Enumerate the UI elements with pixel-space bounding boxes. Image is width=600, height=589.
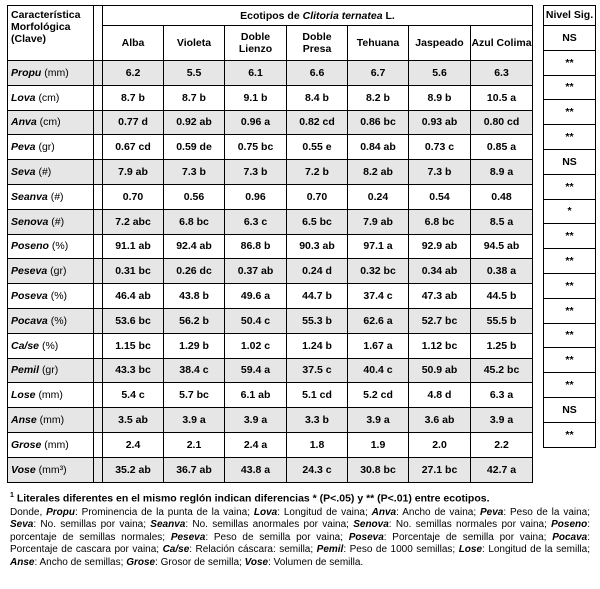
value-cell: 0.37 ab [225, 259, 287, 284]
value-cell: 8.7 b [103, 85, 164, 110]
trait-unit: (gr) [50, 265, 67, 278]
value-cell: 6.3 a [471, 383, 533, 408]
value-cell: 1.25 b [471, 333, 533, 358]
trait-unit: (mm) [44, 66, 69, 79]
value-cell: 5.6 [409, 61, 471, 86]
value-cell: 0.59 de [164, 135, 225, 160]
value-cell: 6.3 [471, 61, 533, 86]
value-cell: 44.7 b [287, 284, 348, 309]
table-row [8, 259, 533, 284]
trait-abbreviation: Anse [11, 414, 37, 427]
value-cell: 59.4 a [225, 358, 287, 383]
legend-abbreviation: Poseno [551, 519, 588, 531]
legend-description: Volumen de semilla. [273, 556, 364, 568]
value-cell: 0.31 bc [103, 259, 164, 284]
value-cell: 42.7 a [471, 457, 533, 482]
value-cell: 3.5 ab [103, 408, 164, 433]
trait-abbreviation: Pocava [11, 314, 48, 327]
value-cell: 2.0 [409, 432, 471, 457]
value-cell: 0.26 dc [164, 259, 225, 284]
legend-description: Ancho de semillas [39, 556, 121, 568]
trait-cell [8, 85, 94, 110]
value-cell: 1.15 bc [103, 333, 164, 358]
legend-abbreviation: Peseva [170, 531, 206, 543]
value-cell: 6.8 bc [409, 209, 471, 234]
value-cell: 46.4 ab [103, 284, 164, 309]
value-cell: 55.3 b [287, 308, 348, 333]
legend-abbreviation: Lose [458, 544, 483, 556]
legend-abbreviation: Senova [353, 519, 389, 531]
trait-cell [8, 234, 94, 259]
trait-abbreviation: Vose [11, 463, 36, 476]
trait-cell [8, 160, 94, 185]
table-row [8, 110, 533, 135]
value-cell: 0.48 [471, 184, 533, 209]
value-cell: 62.6 a [348, 308, 409, 333]
value-cell: 0.70 [287, 184, 348, 209]
table-row [8, 457, 533, 482]
legend-description: porcentaje de semillas normales [10, 531, 163, 543]
trait-cell [8, 308, 94, 333]
value-cell: 43.8 b [164, 284, 225, 309]
table-row [8, 383, 533, 408]
ecotype-header: Tehuana [348, 26, 409, 61]
value-cell: 91.1 ab [103, 234, 164, 259]
value-cell: 5.4 c [103, 383, 164, 408]
column-gap [94, 432, 103, 457]
value-cell: 44.5 b [471, 284, 533, 309]
value-cell: 35.2 ab [103, 457, 164, 482]
legend-description: No. semillas anormales por vaina [192, 519, 347, 531]
trait-unit: (mm) [38, 389, 63, 402]
column-gap [94, 110, 103, 135]
significance-cell: NS [544, 26, 596, 51]
table-row [8, 284, 533, 309]
column-gap [94, 184, 103, 209]
table-row [8, 85, 533, 110]
trait-abbreviation: Anva [11, 116, 37, 129]
value-cell: 7.3 b [164, 160, 225, 185]
significance-cell: NS [544, 149, 596, 174]
column-gap [94, 61, 103, 86]
value-cell: 8.7 b [164, 85, 225, 110]
significance-table [543, 5, 596, 448]
value-cell: 24.3 c [287, 457, 348, 482]
significance-cell: ** [544, 224, 596, 249]
significance-cell: * [544, 199, 596, 224]
trait-cell [8, 457, 94, 482]
trait-cell [8, 184, 94, 209]
legend-abbreviation: Pemil [316, 544, 344, 556]
value-cell: 56.2 b [164, 308, 225, 333]
trait-abbreviation: Lose [11, 389, 36, 402]
legend-abbreviation: Poseva [348, 531, 384, 543]
value-cell: 8.9 a [471, 160, 533, 185]
trait-abbreviation: Seva [11, 166, 36, 179]
column-gap [94, 234, 103, 259]
ecotype-header: Azul Colima [471, 26, 533, 61]
trait-cell [8, 383, 94, 408]
value-cell: 3.9 a [348, 408, 409, 433]
legend-abbreviation: Anse [10, 556, 35, 568]
value-cell: 5.1 cd [287, 383, 348, 408]
legend-description: Ancho de vaina [402, 507, 474, 518]
trait-unit: (%) [50, 314, 68, 327]
trait-cell [8, 358, 94, 383]
significance-cell: ** [544, 100, 596, 125]
value-cell: 1.9 [348, 432, 409, 457]
value-cell: 0.24 d [287, 259, 348, 284]
value-cell: 50.4 c [225, 308, 287, 333]
column-gap [94, 135, 103, 160]
significance-cell: ** [544, 75, 596, 100]
value-cell: 7.2 abc [103, 209, 164, 234]
value-cell: 6.6 [287, 61, 348, 86]
legend-description: Porcentaje de semilla por vaina [392, 531, 544, 543]
value-cell: 5.7 bc [164, 383, 225, 408]
value-cell: 7.9 ab [103, 160, 164, 185]
value-cell: 47.3 ab [409, 284, 471, 309]
value-cell: 0.38 a [471, 259, 533, 284]
value-cell: 1.67 a [348, 333, 409, 358]
trait-abbreviation: Grose [11, 438, 42, 451]
value-cell: 40.4 c [348, 358, 409, 383]
value-cell: 0.96 [225, 184, 287, 209]
significance-cell: ** [544, 50, 596, 75]
column-gap [94, 160, 103, 185]
table-row [8, 61, 533, 86]
trait-cell [8, 259, 94, 284]
value-cell: 43.8 a [225, 457, 287, 482]
value-cell: 0.55 e [287, 135, 348, 160]
group-prefix: Ecotipos de [240, 9, 300, 22]
value-cell: 0.77 d [103, 110, 164, 135]
value-cell: 0.85 a [471, 135, 533, 160]
legend-description: Peso de semilla por vaina [213, 531, 341, 543]
value-cell: 5.2 cd [348, 383, 409, 408]
value-cell: 2.2 [471, 432, 533, 457]
legend-abbreviation: Vose [244, 556, 269, 568]
trait-abbreviation: Ca/se [11, 339, 40, 352]
value-cell: 0.75 bc [225, 135, 287, 160]
species-name: Clitoria ternatea [302, 9, 383, 22]
value-cell: 8.9 b [409, 85, 471, 110]
value-cell: 49.6 a [225, 284, 287, 309]
significance-cell: ** [544, 125, 596, 150]
trait-unit: (mm³) [38, 463, 67, 476]
value-cell: 27.1 bc [409, 457, 471, 482]
significance-cell: ** [544, 323, 596, 348]
trait-cell [8, 284, 94, 309]
value-cell: 0.80 cd [471, 110, 533, 135]
trait-abbreviation: Poseva [11, 290, 48, 303]
value-cell: 0.54 [409, 184, 471, 209]
value-cell: 3.6 ab [409, 408, 471, 433]
legend-description: No. semillas normales por vaina [395, 519, 545, 531]
ecotype-header: Alba [103, 26, 164, 61]
value-cell: 3.9 a [225, 408, 287, 433]
value-cell: 6.5 bc [287, 209, 348, 234]
value-cell: 8.2 ab [348, 160, 409, 185]
value-cell: 4.8 d [409, 383, 471, 408]
trait-abbreviation: Peva [11, 141, 36, 154]
significance-cell: ** [544, 273, 596, 298]
value-cell: 92.4 ab [164, 234, 225, 259]
legend-abbreviation: Grose [126, 556, 156, 568]
legend-abbreviation: Propu [46, 507, 76, 518]
legend-abbreviation: Anva [371, 507, 397, 518]
footnote-marker: 1 [10, 492, 14, 499]
value-cell: 8.2 b [348, 85, 409, 110]
value-cell: 30.8 bc [348, 457, 409, 482]
significance-cell: ** [544, 422, 596, 447]
value-cell: 0.73 c [409, 135, 471, 160]
ecotype-header: Jaspeado [409, 26, 471, 61]
legend-description: Peso de 1000 semillas [349, 544, 453, 556]
trait-abbreviation: Pemil [11, 364, 40, 377]
trait-unit: (#) [38, 166, 52, 179]
ecotypes-group-header [103, 6, 533, 26]
value-cell: 0.56 [164, 184, 225, 209]
value-cell: 90.3 ab [287, 234, 348, 259]
significance-cell: ** [544, 249, 596, 274]
footnote-text: Literales diferentes en el mismo reglón indican diferencias * (P<.05) y ** (P<.01) entre ecotipos. [16, 492, 490, 505]
ecotype-header: Doble Presa [287, 26, 348, 61]
value-cell: 0.92 ab [164, 110, 225, 135]
table-row [8, 209, 533, 234]
value-cell: 6.2 [103, 61, 164, 86]
value-cell: 43.3 bc [103, 358, 164, 383]
column-gap [94, 383, 103, 408]
legend-description: Grosor de semilla [160, 556, 240, 568]
value-cell: 0.93 ab [409, 110, 471, 135]
trait-unit: (mm) [44, 438, 69, 451]
table-row [8, 358, 533, 383]
value-cell: 86.8 b [225, 234, 287, 259]
value-cell: 94.5 ab [471, 234, 533, 259]
trait-cell [8, 333, 94, 358]
significance-cell: ** [544, 373, 596, 398]
significance-cell: NS [544, 397, 596, 422]
value-cell: 7.2 b [287, 160, 348, 185]
legend-description: Relación cáscara: semilla [195, 544, 311, 556]
value-cell: 37.5 c [287, 358, 348, 383]
value-cell: 2.1 [164, 432, 225, 457]
column-gap [94, 259, 103, 284]
value-cell: 0.24 [348, 184, 409, 209]
table-row [8, 432, 533, 457]
value-cell: 36.7 ab [164, 457, 225, 482]
value-cell: 10.5 a [471, 85, 533, 110]
ecotype-header: Doble Lienzo [225, 26, 287, 61]
legend-abbreviation: Pocava [552, 531, 588, 543]
legend-description: Longitud de la semilla [488, 544, 588, 556]
legend-description: Prominencia de la punta de la vaina [81, 507, 248, 518]
table-row [8, 160, 533, 185]
value-cell: 6.1 ab [225, 383, 287, 408]
value-cell: 0.86 bc [348, 110, 409, 135]
group-suffix: L. [385, 9, 395, 22]
value-cell: 3.3 b [287, 408, 348, 433]
legend-abbreviation: Seanva [150, 519, 186, 531]
value-cell: 1.12 bc [409, 333, 471, 358]
trait-unit: (cm) [38, 91, 60, 104]
trait-cell [8, 61, 94, 86]
legend-abbreviation: Ca/se [162, 544, 190, 556]
column-gap [94, 358, 103, 383]
value-cell: 1.29 b [164, 333, 225, 358]
value-cell: 50.9 ab [409, 358, 471, 383]
value-cell: 1.02 c [225, 333, 287, 358]
value-cell: 9.1 b [225, 85, 287, 110]
value-cell: 6.7 [348, 61, 409, 86]
value-cell: 0.82 cd [287, 110, 348, 135]
value-cell: 52.7 bc [409, 308, 471, 333]
trait-unit: (gr) [38, 141, 55, 154]
abbreviation-legend: Donde, Propu: Prominencia de la punta de la vaina; Lova: Longitud de vaina; Anva: Ancho de vaina; Peva: Peso de la vaina; Seva: No. semillas por vaina; Seanva: No. semillas anormales por vaina; Senova: No. semillas normales por vaina; Poseno: porcentaje de semillas normales; Peseva: Peso de semilla por vaina; Poseva: Porcentaje de semilla por vaina; Pocava: Porcentaje de cascara por vaina; Ca/se: Relación cáscara: semilla; Pemil: Peso de 1000 semillas; Lose: Longitud de la semilla; Anse: Ancho de semillas; Grose: Grosor de semilla; Vose: Volumen de semilla. [10, 507, 591, 568]
value-cell: 2.4 [103, 432, 164, 457]
value-cell: 97.1 a [348, 234, 409, 259]
value-cell: 45.2 bc [471, 358, 533, 383]
value-cell: 6.3 c [225, 209, 287, 234]
value-cell: 7.9 ab [348, 209, 409, 234]
legend-description: No. semillas por vaina [40, 519, 144, 531]
value-cell: 38.4 c [164, 358, 225, 383]
results-table [7, 5, 533, 483]
legend-lead: Donde, [10, 507, 43, 518]
legend-abbreviation: Seva [10, 519, 34, 531]
trait-unit: (gr) [41, 364, 59, 377]
trait-unit: (#) [51, 215, 65, 228]
value-cell: 0.84 ab [348, 135, 409, 160]
value-cell: 3.9 a [164, 408, 225, 433]
table-row [8, 135, 533, 160]
value-cell: 92.9 ab [409, 234, 471, 259]
value-cell: 0.96 a [225, 110, 287, 135]
trait-abbreviation: Propu [11, 66, 42, 79]
value-cell: 7.3 b [409, 160, 471, 185]
trait-cell [8, 408, 94, 433]
value-cell: 0.34 ab [409, 259, 471, 284]
trait-unit: (#) [50, 190, 64, 203]
trait-abbreviation: Senova [11, 215, 49, 228]
value-cell: 6.1 [225, 61, 287, 86]
value-cell: 3.9 a [471, 408, 533, 433]
significance-cell: ** [544, 174, 596, 199]
column-gap [94, 333, 103, 358]
legend-abbreviation: Peva [480, 507, 504, 518]
value-cell: 0.32 bc [348, 259, 409, 284]
table-row [8, 184, 533, 209]
column-gap [94, 6, 103, 61]
trait-unit: (mm) [39, 414, 65, 427]
column-gap [94, 408, 103, 433]
significance-cell: ** [544, 298, 596, 323]
trait-unit: (cm) [39, 116, 61, 129]
value-cell: 0.67 cd [103, 135, 164, 160]
value-cell: 37.4 c [348, 284, 409, 309]
characteristic-column-header: Característica Morfológica (Clave) [8, 6, 94, 61]
trait-abbreviation: Peseva [11, 265, 48, 278]
significance-column-header: Nivel Sig. [544, 6, 596, 26]
trait-unit: (%) [50, 290, 68, 303]
legend-description: Longitud de vaina [283, 507, 365, 518]
column-gap [94, 209, 103, 234]
footnote [10, 489, 590, 506]
table-row [8, 333, 533, 358]
value-cell: 7.3 b [225, 160, 287, 185]
value-cell: 55.5 b [471, 308, 533, 333]
ecotype-header: Violeta [164, 26, 225, 61]
column-gap [94, 284, 103, 309]
trait-cell [8, 432, 94, 457]
value-cell: 5.5 [164, 61, 225, 86]
trait-abbreviation: Lova [11, 91, 36, 104]
trait-unit: (%) [41, 339, 59, 352]
value-cell: 2.4 a [225, 432, 287, 457]
value-cell: 8.5 a [471, 209, 533, 234]
trait-unit: (%) [51, 240, 69, 253]
trait-cell [8, 209, 94, 234]
value-cell: 0.70 [103, 184, 164, 209]
value-cell: 1.24 b [287, 333, 348, 358]
trait-cell [8, 110, 94, 135]
table-row [8, 234, 533, 259]
legend-description: Porcentaje de cascara por vaina [10, 544, 157, 556]
table-row [8, 408, 533, 433]
trait-cell [8, 135, 94, 160]
column-gap [94, 308, 103, 333]
trait-abbreviation: Poseno [11, 240, 49, 253]
column-gap [94, 457, 103, 482]
value-cell: 53.6 bc [103, 308, 164, 333]
table-row [8, 308, 533, 333]
trait-abbreviation: Seanva [11, 190, 48, 203]
significance-cell: ** [544, 348, 596, 373]
value-cell: 6.8 bc [164, 209, 225, 234]
value-cell: 8.4 b [287, 85, 348, 110]
value-cell: 1.8 [287, 432, 348, 457]
legend-abbreviation: Lova [253, 507, 278, 518]
column-gap [94, 85, 103, 110]
legend-description: Peso de la vaina [510, 507, 588, 518]
